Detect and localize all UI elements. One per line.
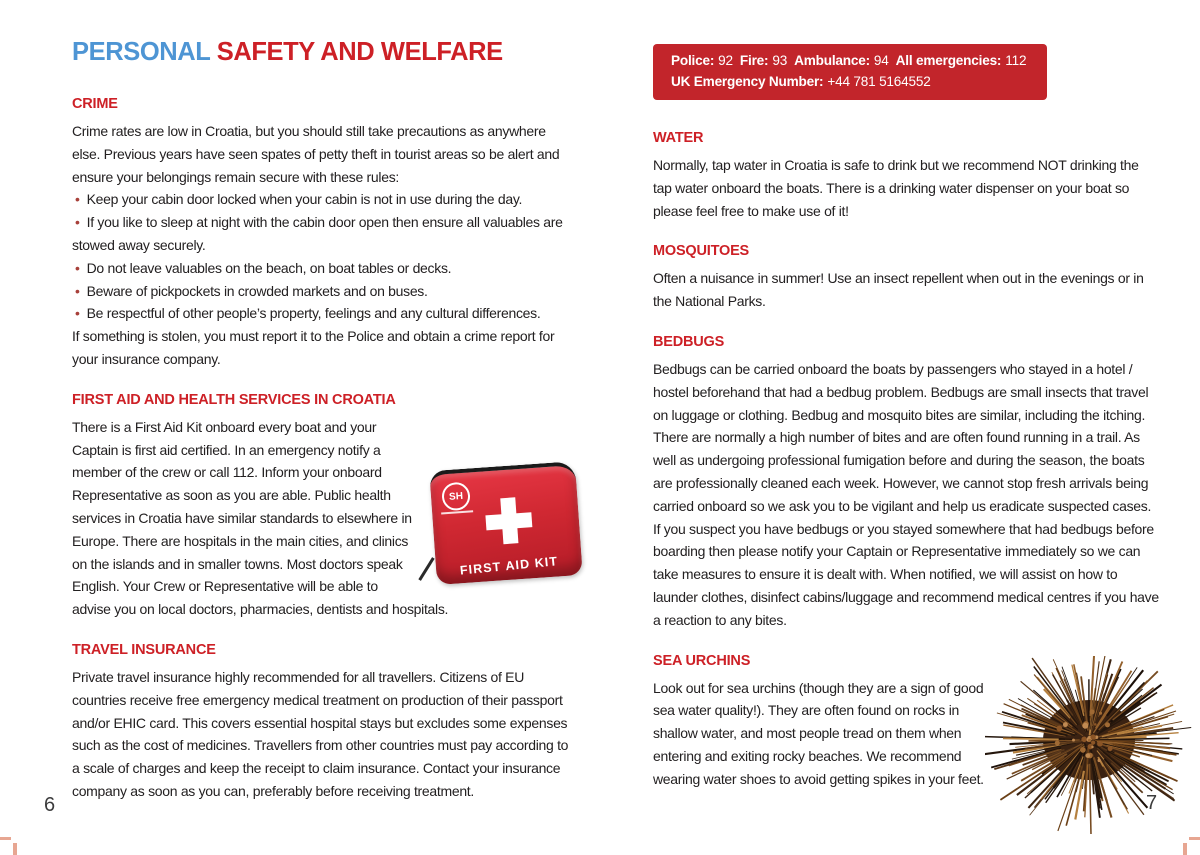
crime-bullet-5: • Be respectful of other people’s property, feelings and any cultural differences. — [72, 302, 569, 325]
ambulance-number: 94 — [873, 53, 889, 68]
police-number: 92 — [718, 53, 733, 68]
first-aid-section — [72, 416, 569, 621]
crime-bullet-4: • Beware of pickpockets in crowded markets and on buses. — [72, 280, 569, 303]
crime-bullet-1: • Keep your cabin door locked when your cabin is not in use during the day. — [72, 188, 569, 211]
page-title-red: SAFETY AND WELFARE — [216, 38, 503, 66]
sea-urchin-image — [985, 656, 1197, 834]
first-aid-kit-logo: SH — [441, 481, 471, 511]
bedbugs-heading: BEDBUGS — [653, 333, 725, 350]
first-aid-kit-logo-subtext — [441, 510, 473, 514]
water-heading: WATER — [653, 130, 704, 146]
bedbugs-text: Bedbugs can be carried onboard the boats by passengers who stayed in a hotel / hostel beforehand that had a bedbug problem. Bedbugs are small insects that travel on luggage or clothing. Bedbug and mosquito bites are similar, including the itching. There are normally a high number of bites and are often found running in a trail. As well as undergoing professional fumigation before and during the season, the boats are professionally cleaned each week. However, we cannot stop fresh arrivals being carried onboard so we ask you to be vigilant and help us eradicate suspected cases. If you suspect you have bedbugs or you stayed somewhere that had bedbugs before boarding then please notify your Captain or Representative immediately so we can take measures to ensure it is dealt with. When notified, we will assist on how to launder clothes, disinfect cabins/luggage and recommend medical centres if you have a reaction to any bites. — [653, 360, 1159, 628]
first-aid-kit-label: FIRST AID KIT — [459, 553, 559, 578]
corner-mark-bottom-left-vertical — [13, 843, 17, 855]
crime-outro-text: If something is stolen, you must report it to the Police and obtain a crime report for your insurance company. — [72, 328, 555, 367]
left-page-number: 6 — [44, 794, 56, 816]
emergency-numbers-box — [653, 44, 1047, 100]
white-cross-icon — [484, 496, 533, 545]
corner-mark-bottom-right-horizontal — [1189, 837, 1200, 840]
left-page-column — [72, 38, 569, 803]
right-page-number: 7 — [1146, 792, 1158, 814]
first-aid-heading: FIRST AID AND HEALTH SERVICES IN CROATIA — [72, 391, 396, 408]
all-emergencies-label: All emergencies: — [895, 53, 1002, 68]
police-label: Police: — [671, 53, 715, 68]
uk-emergency-line — [671, 71, 1033, 92]
mosquitoes-heading: MOSQUITOES — [653, 243, 750, 260]
sea-urchins-heading: SEA URCHINS — [653, 652, 751, 669]
fire-label: Fire: — [739, 53, 769, 68]
uk-emergency-label: UK Emergency Number: — [671, 74, 824, 89]
all-emergencies-number: 112 — [1005, 53, 1027, 68]
first-aid-kit-image — [427, 462, 585, 586]
mosquitoes-text: Often a nuisance in summer! Use an insect repellent when out in the evenings or in the National Parks. — [653, 270, 1144, 310]
crime-intro-text: Crime rates are low in Croatia, but you should still take precautions as anywhere else. Previous years have seen spates of petty theft in tourist areas so be alert and ensure your belongings remain secure with these rules: — [72, 123, 560, 185]
crime-bullet-2: • If you like to sleep at night with the cabin door open then ensure all valuables are stowed away securely. — [72, 211, 569, 257]
crime-heading: CRIME — [72, 96, 118, 112]
first-aid-kit-bag — [429, 461, 583, 585]
page-title-blue: PERSONAL — [72, 38, 211, 66]
travel-insurance-text: Private travel insurance highly recommended for all travellers. Citizens of EU countries receive free emergency medical treatment on production of their passport and/or EHIC card. This covers essential hospital stays but excludes some expenses such as the cost of medicines. Travellers from other countries must pay according to a scale of charges and keep the receipt to claim insurance. Contact your insurance company as soon as you can, preferably before receiving treatment. — [72, 668, 569, 799]
water-text: Normally, tap water in Croatia is safe to drink but we recommend NOT drinking the tap water onboard the boats. There is a drinking water dispenser on your boat so please feel free to make use of it! — [653, 157, 1139, 219]
travel-insurance-heading: TRAVEL INSURANCE — [72, 641, 216, 658]
ambulance-label: Ambulance: — [794, 53, 870, 68]
page-title — [72, 38, 569, 66]
fire-number: 93 — [772, 53, 788, 68]
sea-urchins-text: Look out for sea urchins (though they are a sign of good sea water quality!). They are often found on rocks in shallow water, and most people tread on them when entering and exiting rocky beaches. We recommend wearing water shoes to avoid getting spikes in your feet. — [653, 679, 984, 787]
emergency-numbers-line — [671, 50, 1033, 71]
first-aid-text: There is a First Aid Kit onboard every boat and your Captain is first aid certified. In an emergency notify a member of the crew or call 112. Inform your onboard Representative as soon as you are able. Public health services in Croatia have similar standards to elsewhere in Europe. There are hospitals in the main cities, and clinics on the islands and in smaller towns. Most doctors speak English. Your Crew or Representative will be able to advise you on local doctors, pharmacies, dentists and hospitals. — [72, 418, 449, 618]
uk-emergency-number: +44 781 5164552 — [827, 74, 931, 89]
corner-mark-bottom-left-horizontal — [0, 837, 11, 840]
sea-urchin-graphic — [985, 656, 1197, 834]
corner-mark-bottom-right-vertical — [1183, 843, 1187, 855]
crime-bullet-3: • Do not leave valuables on the beach, on boat tables or decks. — [72, 257, 569, 280]
